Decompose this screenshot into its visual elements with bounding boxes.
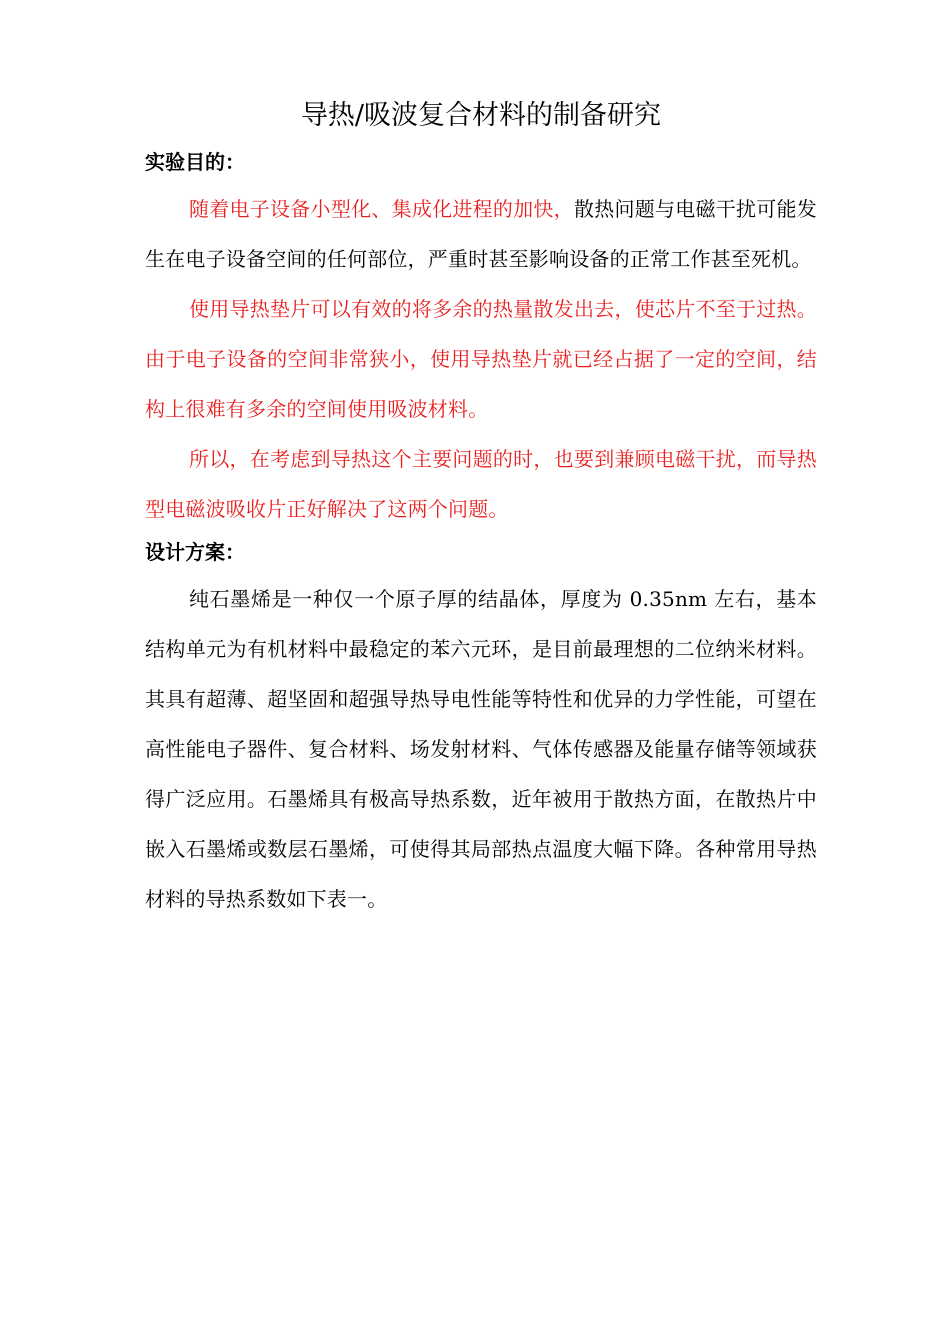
section-heading-objective: 实验目的： [145, 150, 245, 174]
document-title: 导热/吸波复合材料的制备研究 [300, 100, 662, 131]
highlighted-text: 随着电子设备小型化、集成化进程的加快， [189, 197, 574, 221]
highlighted-text: 使用导热垫片可以有效的将多余的热量散发出去，使芯片不至于过热。由于电子设备的空间非常狭小，使用导热垫片就已经占据了一定的空间，结构上很难有多余的空间使用吸波材料。 [145, 297, 817, 421]
highlighted-text: 所以，在考虑到导热这个主要问题的时，也要到兼顾电磁干扰，而导热型电磁波吸收片正好解决了这两个问题。 [145, 447, 817, 521]
body-text: 纯石墨烯是一种仅一个原子厚的结晶体，厚度为 0.35nm 左右，基本结构单元为有机材料中最稳定的苯六元环，是目前最理想的二位纳米材料。其具有超薄、超坚固和超强导热导电性能等特性和优异的力学性能，可望在高性能电子器件、复合材料、场发射材料、气体传感器及能量存储等领域获得广泛应用。石墨烯具有极高导热系数，近年被用于散热方面，在散热片中嵌入石墨烯或数层石墨烯，可使得其局部热点温度大幅下降。各种常用导热材料的导热系数如下表一。 [145, 587, 817, 911]
document-page [145, 96, 817, 924]
section-heading-design: 设计方案： [145, 540, 245, 564]
body-text: 散热问题与电磁干扰可能发生在电子设备空间的任何部位，严重时甚至影响设备的正常工作甚至死机。 [145, 197, 817, 271]
paragraph [145, 184, 817, 284]
paragraph [145, 434, 817, 534]
paragraph [145, 574, 817, 924]
paragraph [145, 284, 817, 434]
